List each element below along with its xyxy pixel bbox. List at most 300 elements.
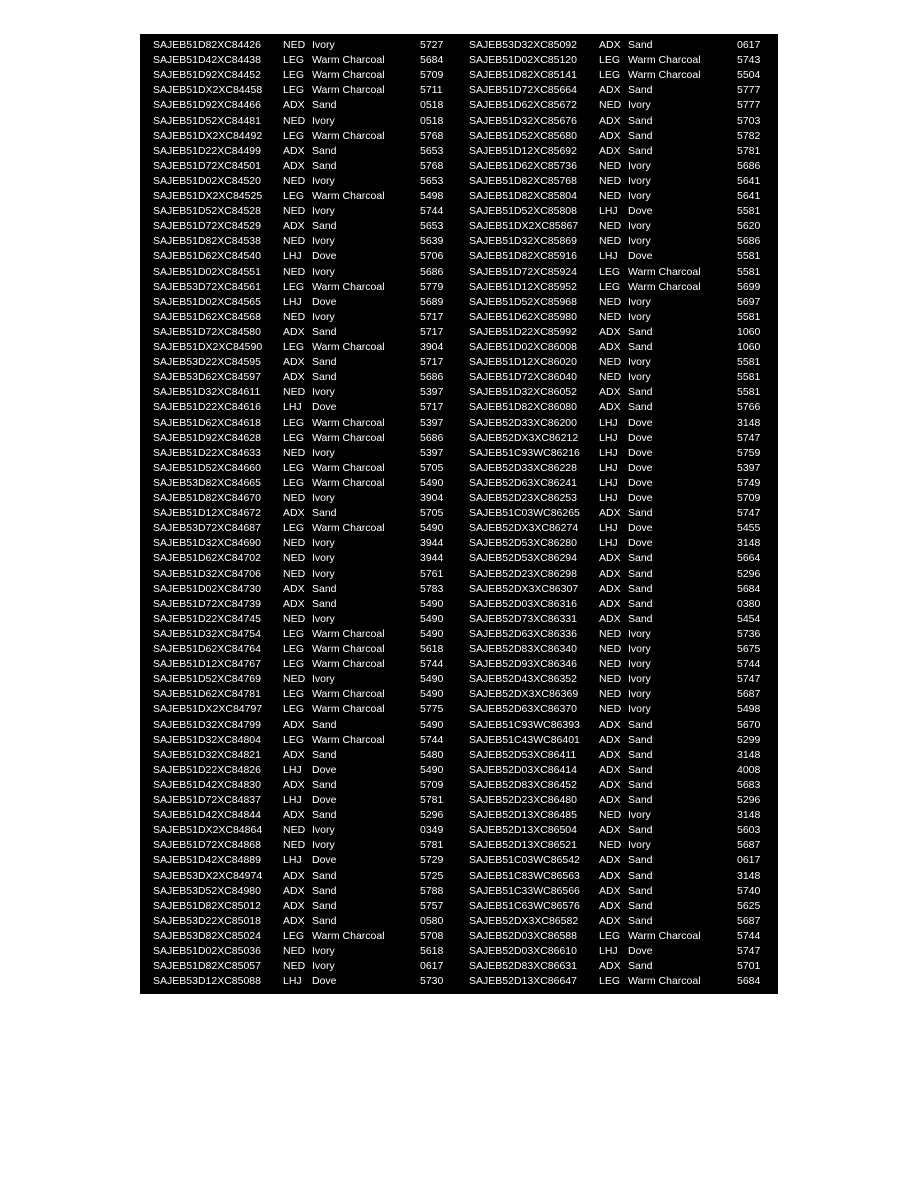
cell-part-number: 5296 bbox=[737, 794, 761, 806]
cell-code: ADX bbox=[283, 507, 305, 520]
table-row bbox=[140, 38, 778, 53]
cell-vin: SAJEB52DX3XC86212 bbox=[469, 431, 579, 444]
cell-trim: Ivory bbox=[312, 265, 335, 278]
cell-trim: Warm Charcoal bbox=[312, 733, 385, 746]
cell-vin: SAJEB51D12XC84767 bbox=[153, 658, 261, 671]
cell-vin: SAJEB53D62XC84597 bbox=[153, 371, 261, 384]
cell-trim: Sand bbox=[628, 914, 653, 927]
table-row bbox=[140, 884, 778, 899]
cell-trim: Dove bbox=[312, 854, 337, 867]
cell-part-number: 1060 bbox=[737, 325, 761, 338]
cell-trim: Warm Charcoal bbox=[312, 627, 385, 640]
cell-trim: Warm Charcoal bbox=[312, 54, 385, 67]
cell-code: NED bbox=[283, 839, 306, 852]
cell-code: ADX bbox=[599, 869, 621, 882]
cell-vin: SAJEB51D42XC84844 bbox=[153, 809, 261, 822]
cell-trim: Ivory bbox=[628, 839, 651, 852]
cell-vin: SAJEB51C63WC86576 bbox=[469, 899, 580, 912]
cell-vin: SAJEB51D22XC84826 bbox=[153, 763, 261, 776]
cell-vin: SAJEB51D82XC84538 bbox=[153, 235, 261, 248]
cell-trim: Dove bbox=[628, 537, 653, 550]
cell-vin: SAJEB51D72XC84739 bbox=[153, 597, 261, 610]
cell-part-number: 1060 bbox=[737, 341, 761, 353]
cell-trim: Ivory bbox=[628, 703, 651, 716]
cell-code: NED bbox=[599, 673, 622, 686]
cell-vin: SAJEB51D22XC84633 bbox=[153, 446, 261, 459]
table-row bbox=[140, 959, 778, 974]
cell-code: NED bbox=[283, 235, 306, 248]
cell-part-number: 5686 bbox=[420, 265, 444, 278]
cell-code: NED bbox=[599, 839, 622, 852]
cell-vin: SAJEB51DX2XC84492 bbox=[153, 129, 263, 142]
cell-part-number: 5757 bbox=[420, 899, 444, 912]
cell-part-number: 5717 bbox=[420, 356, 444, 369]
cell-vin: SAJEB52D63XC86336 bbox=[469, 627, 577, 640]
cell-vin: SAJEB51D02XC84551 bbox=[153, 265, 261, 278]
cell-code: LEG bbox=[599, 69, 621, 82]
cell-part-number: 5684 bbox=[737, 582, 761, 595]
table-row bbox=[140, 687, 778, 702]
cell-trim: Dove bbox=[312, 794, 337, 806]
table-row bbox=[140, 355, 778, 370]
cell-trim: Sand bbox=[628, 341, 653, 353]
cell-part-number: 0617 bbox=[737, 39, 761, 51]
table-row bbox=[140, 929, 778, 944]
table-row bbox=[140, 491, 778, 506]
cell-vin: SAJEB51D32XC86052 bbox=[469, 386, 577, 399]
cell-trim: Sand bbox=[628, 582, 653, 595]
cell-vin: SAJEB51D82XC84426 bbox=[153, 39, 261, 51]
cell-trim: Dove bbox=[312, 401, 337, 414]
table-row bbox=[140, 174, 778, 189]
cell-trim: Dove bbox=[312, 975, 337, 988]
cell-part-number: 5397 bbox=[420, 446, 444, 459]
cell-code: NED bbox=[283, 552, 306, 565]
cell-vin: SAJEB51D32XC84706 bbox=[153, 567, 261, 580]
cell-code: NED bbox=[283, 567, 306, 580]
cell-part-number: 5581 bbox=[737, 356, 761, 369]
cell-code: NED bbox=[283, 386, 306, 399]
cell-trim: Warm Charcoal bbox=[312, 129, 385, 142]
cell-trim: Warm Charcoal bbox=[628, 280, 701, 293]
cell-vin: SAJEB51D42XC84438 bbox=[153, 54, 261, 67]
cell-trim: Ivory bbox=[312, 824, 335, 837]
cell-vin: SAJEB51D72XC84501 bbox=[153, 159, 261, 172]
cell-trim: Warm Charcoal bbox=[312, 341, 385, 353]
cell-vin: SAJEB51D92XC84466 bbox=[153, 99, 261, 112]
table-row bbox=[140, 476, 778, 491]
cell-vin: SAJEB53D22XC85018 bbox=[153, 914, 261, 927]
cell-code: LEG bbox=[599, 280, 621, 293]
cell-part-number: 3148 bbox=[737, 869, 761, 882]
table-row bbox=[140, 657, 778, 672]
cell-code: LEG bbox=[283, 54, 305, 67]
cell-vin: SAJEB51D02XC84730 bbox=[153, 582, 261, 595]
cell-part-number: 5747 bbox=[737, 507, 761, 520]
cell-vin: SAJEB52D93XC86346 bbox=[469, 658, 577, 671]
cell-part-number: 5717 bbox=[420, 310, 444, 323]
cell-trim: Warm Charcoal bbox=[312, 476, 385, 489]
cell-vin: SAJEB51D42XC84889 bbox=[153, 854, 261, 867]
cell-code: ADX bbox=[283, 899, 305, 912]
cell-part-number: 3904 bbox=[420, 341, 444, 353]
cell-part-number: 5777 bbox=[737, 99, 761, 112]
cell-part-number: 5581 bbox=[737, 310, 761, 323]
cell-part-number: 3904 bbox=[420, 492, 444, 504]
cell-part-number: 5709 bbox=[737, 492, 761, 504]
cell-code: NED bbox=[599, 99, 622, 112]
cell-trim: Warm Charcoal bbox=[312, 431, 385, 444]
cell-trim: Sand bbox=[628, 778, 653, 791]
cell-vin: SAJEB52D83XC86452 bbox=[469, 778, 577, 791]
cell-vin: SAJEB51D52XC85680 bbox=[469, 129, 577, 142]
cell-vin: SAJEB51D72XC86040 bbox=[469, 371, 577, 384]
cell-vin: SAJEB51DX2XC84458 bbox=[153, 84, 263, 97]
table-row bbox=[140, 823, 778, 838]
cell-part-number: 5641 bbox=[737, 174, 761, 187]
table-row bbox=[140, 83, 778, 98]
cell-trim: Sand bbox=[628, 612, 653, 625]
cell-part-number: 5683 bbox=[737, 778, 761, 791]
cell-trim: Warm Charcoal bbox=[312, 461, 385, 474]
cell-trim: Sand bbox=[628, 718, 653, 731]
cell-code: NED bbox=[599, 310, 622, 323]
cell-code: ADX bbox=[599, 778, 621, 791]
cell-part-number: 5781 bbox=[420, 794, 444, 806]
table-row bbox=[140, 189, 778, 204]
cell-code: LHJ bbox=[283, 295, 302, 308]
table-row bbox=[140, 597, 778, 612]
cell-code: ADX bbox=[599, 763, 621, 776]
cell-code: ADX bbox=[283, 914, 305, 927]
cell-trim: Sand bbox=[628, 386, 653, 399]
cell-vin: SAJEB52D83XC86631 bbox=[469, 960, 577, 973]
cell-trim: Sand bbox=[628, 84, 653, 97]
cell-trim: Warm Charcoal bbox=[312, 688, 385, 701]
table-row bbox=[140, 974, 778, 989]
table-row bbox=[140, 551, 778, 566]
cell-code: ADX bbox=[599, 341, 621, 353]
cell-trim: Ivory bbox=[628, 356, 651, 369]
table-row bbox=[140, 53, 778, 68]
cell-trim: Ivory bbox=[628, 159, 651, 172]
cell-vin: SAJEB52D03XC86610 bbox=[469, 945, 577, 957]
cell-code: LHJ bbox=[283, 401, 302, 414]
cell-vin: SAJEB51D12XC85692 bbox=[469, 144, 577, 157]
table-row bbox=[140, 114, 778, 129]
cell-part-number: 3148 bbox=[737, 748, 761, 761]
cell-code: LEG bbox=[599, 975, 621, 988]
cell-code: NED bbox=[599, 703, 622, 716]
table-row bbox=[140, 280, 778, 295]
cell-part-number: 5766 bbox=[737, 401, 761, 414]
cell-vin: SAJEB51D72XC84529 bbox=[153, 220, 261, 233]
cell-code: NED bbox=[599, 190, 622, 202]
cell-part-number: 5581 bbox=[737, 371, 761, 384]
cell-trim: Sand bbox=[628, 794, 653, 806]
table-row bbox=[140, 159, 778, 174]
cell-trim: Sand bbox=[628, 854, 653, 867]
cell-code: NED bbox=[283, 265, 306, 278]
cell-trim: Sand bbox=[312, 778, 337, 791]
cell-trim: Ivory bbox=[628, 688, 651, 701]
cell-code: NED bbox=[283, 960, 306, 973]
cell-trim: Ivory bbox=[628, 658, 651, 671]
cell-code: NED bbox=[283, 39, 306, 51]
cell-part-number: 5727 bbox=[420, 39, 444, 51]
cell-part-number: 5705 bbox=[420, 507, 444, 520]
cell-code: LEG bbox=[283, 733, 305, 746]
cell-part-number: 5653 bbox=[420, 174, 444, 187]
cell-vin: SAJEB51D72XC85664 bbox=[469, 84, 577, 97]
cell-part-number: 5708 bbox=[420, 929, 444, 942]
cell-trim: Ivory bbox=[312, 310, 335, 323]
cell-code: LEG bbox=[283, 688, 305, 701]
cell-trim: Dove bbox=[312, 763, 337, 776]
cell-trim: Sand bbox=[628, 39, 653, 51]
cell-vin: SAJEB51D62XC84702 bbox=[153, 552, 261, 565]
cell-vin: SAJEB51C93WC86216 bbox=[469, 446, 580, 459]
cell-part-number: 5725 bbox=[420, 869, 444, 882]
cell-vin: SAJEB53D82XC84665 bbox=[153, 476, 261, 489]
cell-trim: Ivory bbox=[628, 220, 651, 233]
cell-vin: SAJEB53D12XC85088 bbox=[153, 975, 261, 988]
cell-vin: SAJEB52D03XC86316 bbox=[469, 597, 577, 610]
cell-part-number: 5740 bbox=[737, 884, 761, 897]
cell-trim: Ivory bbox=[312, 552, 335, 565]
cell-trim: Sand bbox=[312, 869, 337, 882]
cell-code: NED bbox=[599, 371, 622, 384]
cell-code: LHJ bbox=[599, 461, 618, 474]
cell-part-number: 0380 bbox=[737, 597, 761, 610]
table-row bbox=[140, 612, 778, 627]
cell-code: NED bbox=[283, 824, 306, 837]
table-row bbox=[140, 249, 778, 264]
table-row bbox=[140, 506, 778, 521]
cell-part-number: 5397 bbox=[420, 386, 444, 399]
cell-vin: SAJEB51D62XC84540 bbox=[153, 250, 261, 263]
cell-trim: Ivory bbox=[312, 945, 335, 957]
cell-vin: SAJEB51D22XC84616 bbox=[153, 401, 261, 414]
cell-part-number: 5454 bbox=[737, 612, 761, 625]
cell-vin: SAJEB51D82XC85768 bbox=[469, 174, 577, 187]
cell-code: LHJ bbox=[599, 431, 618, 444]
cell-vin: SAJEB51D92XC84452 bbox=[153, 69, 261, 82]
cell-code: LHJ bbox=[599, 205, 618, 218]
cell-trim: Sand bbox=[628, 824, 653, 837]
cell-trim: Sand bbox=[628, 960, 653, 973]
cell-code: NED bbox=[283, 537, 306, 550]
cell-vin: SAJEB51D32XC85676 bbox=[469, 114, 577, 127]
cell-code: NED bbox=[599, 174, 622, 187]
cell-vin: SAJEB51D82XC85057 bbox=[153, 960, 261, 973]
cell-vin: SAJEB52D53XC86280 bbox=[469, 537, 577, 550]
table-row bbox=[140, 536, 778, 551]
cell-code: NED bbox=[283, 673, 306, 686]
cell-vin: SAJEB52D23XC86253 bbox=[469, 492, 577, 504]
cell-vin: SAJEB52DX3XC86369 bbox=[469, 688, 579, 701]
table-row bbox=[140, 853, 778, 868]
cell-trim: Sand bbox=[312, 582, 337, 595]
cell-part-number: 5783 bbox=[420, 582, 444, 595]
cell-code: ADX bbox=[599, 582, 621, 595]
cell-code: NED bbox=[599, 688, 622, 701]
table-row bbox=[140, 718, 778, 733]
cell-code: LEG bbox=[283, 341, 305, 353]
cell-part-number: 5701 bbox=[737, 960, 761, 973]
cell-vin: SAJEB51D12XC86020 bbox=[469, 356, 577, 369]
cell-trim: Ivory bbox=[312, 537, 335, 550]
cell-code: LHJ bbox=[599, 446, 618, 459]
cell-code: NED bbox=[283, 446, 306, 459]
cell-vin: SAJEB52DX3XC86274 bbox=[469, 522, 579, 535]
cell-code: ADX bbox=[599, 824, 621, 837]
cell-code: NED bbox=[599, 658, 622, 671]
cell-code: ADX bbox=[599, 884, 621, 897]
cell-trim: Warm Charcoal bbox=[312, 84, 385, 97]
cell-part-number: 5490 bbox=[420, 627, 444, 640]
cell-vin: SAJEB53D72XC84561 bbox=[153, 280, 261, 293]
cell-code: ADX bbox=[599, 854, 621, 867]
cell-part-number: 5299 bbox=[737, 733, 761, 746]
cell-trim: Dove bbox=[628, 945, 653, 957]
cell-code: NED bbox=[283, 205, 306, 218]
cell-trim: Ivory bbox=[628, 310, 651, 323]
cell-part-number: 5581 bbox=[737, 265, 761, 278]
cell-part-number: 5618 bbox=[420, 643, 444, 655]
cell-code: ADX bbox=[599, 960, 621, 973]
cell-code: ADX bbox=[283, 748, 305, 761]
cell-part-number: 5653 bbox=[420, 144, 444, 157]
cell-code: ADX bbox=[599, 794, 621, 806]
cell-trim: Sand bbox=[628, 325, 653, 338]
cell-vin: SAJEB52D43XC86352 bbox=[469, 673, 577, 686]
cell-code: LEG bbox=[283, 190, 305, 202]
cell-trim: Dove bbox=[628, 522, 653, 535]
cell-vin: SAJEB51D72XC85924 bbox=[469, 265, 577, 278]
cell-part-number: 5717 bbox=[420, 401, 444, 414]
table-row bbox=[140, 733, 778, 748]
cell-trim: Warm Charcoal bbox=[312, 69, 385, 82]
table-row bbox=[140, 385, 778, 400]
cell-vin: SAJEB53D82XC85024 bbox=[153, 929, 261, 942]
cell-trim: Warm Charcoal bbox=[312, 416, 385, 429]
cell-vin: SAJEB51D62XC84618 bbox=[153, 416, 261, 429]
cell-trim: Ivory bbox=[312, 114, 335, 127]
cell-code: ADX bbox=[599, 567, 621, 580]
table-row bbox=[140, 521, 778, 536]
table-row bbox=[140, 431, 778, 446]
cell-vin: SAJEB53D22XC84595 bbox=[153, 356, 261, 369]
table-row bbox=[140, 702, 778, 717]
table-row bbox=[140, 642, 778, 657]
cell-part-number: 5736 bbox=[737, 627, 761, 640]
cell-part-number: 5759 bbox=[737, 446, 761, 459]
cell-vin: SAJEB51D62XC84781 bbox=[153, 688, 261, 701]
cell-trim: Warm Charcoal bbox=[628, 265, 701, 278]
cell-part-number: 5686 bbox=[737, 235, 761, 248]
cell-code: NED bbox=[599, 220, 622, 233]
cell-trim: Ivory bbox=[628, 809, 651, 822]
cell-trim: Ivory bbox=[628, 99, 651, 112]
cell-trim: Sand bbox=[312, 899, 337, 912]
cell-vin: SAJEB51D82XC85804 bbox=[469, 190, 577, 202]
cell-trim: Sand bbox=[312, 809, 337, 822]
cell-code: LEG bbox=[283, 431, 305, 444]
cell-part-number: 5490 bbox=[420, 597, 444, 610]
cell-part-number: 5498 bbox=[737, 703, 761, 716]
cell-vin: SAJEB52D63XC86241 bbox=[469, 476, 577, 489]
cell-part-number: 5706 bbox=[420, 250, 444, 263]
table-row bbox=[140, 793, 778, 808]
cell-vin: SAJEB51D52XC84769 bbox=[153, 673, 261, 686]
cell-part-number: 5490 bbox=[420, 763, 444, 776]
cell-vin: SAJEB51C83WC86563 bbox=[469, 869, 580, 882]
cell-trim: Warm Charcoal bbox=[312, 522, 385, 535]
cell-code: NED bbox=[283, 310, 306, 323]
cell-code: LHJ bbox=[599, 522, 618, 535]
table-row bbox=[140, 129, 778, 144]
cell-trim: Sand bbox=[312, 748, 337, 761]
cell-part-number: 5689 bbox=[420, 295, 444, 308]
cell-part-number: 3148 bbox=[737, 537, 761, 550]
cell-part-number: 5490 bbox=[420, 718, 444, 731]
cell-vin: SAJEB51D02XC85036 bbox=[153, 945, 261, 957]
cell-vin: SAJEB51D22XC85992 bbox=[469, 325, 577, 338]
cell-part-number: 5581 bbox=[737, 250, 761, 263]
table-row bbox=[140, 325, 778, 340]
cell-vin: SAJEB52D53XC86411 bbox=[469, 748, 577, 761]
cell-code: NED bbox=[283, 945, 306, 957]
cell-trim: Sand bbox=[628, 884, 653, 897]
cell-code: ADX bbox=[599, 507, 621, 520]
table-row bbox=[140, 672, 778, 687]
cell-code: LHJ bbox=[283, 975, 302, 988]
cell-part-number: 5603 bbox=[737, 824, 761, 837]
cell-vin: SAJEB53D32XC85092 bbox=[469, 39, 577, 51]
cell-part-number: 0617 bbox=[420, 960, 444, 973]
cell-code: ADX bbox=[283, 778, 305, 791]
cell-trim: Warm Charcoal bbox=[312, 280, 385, 293]
cell-code: ADX bbox=[283, 884, 305, 897]
cell-code: ADX bbox=[599, 748, 621, 761]
cell-code: ADX bbox=[599, 597, 621, 610]
cell-code: LHJ bbox=[283, 250, 302, 263]
cell-trim: Sand bbox=[312, 159, 337, 172]
cell-trim: Ivory bbox=[312, 39, 335, 51]
cell-trim: Ivory bbox=[312, 446, 335, 459]
cell-part-number: 5781 bbox=[420, 839, 444, 852]
table-row bbox=[140, 748, 778, 763]
cell-part-number: 5653 bbox=[420, 220, 444, 233]
cell-part-number: 5777 bbox=[737, 84, 761, 97]
cell-code: LEG bbox=[283, 461, 305, 474]
cell-part-number: 5687 bbox=[737, 839, 761, 852]
cell-trim: Dove bbox=[628, 446, 653, 459]
cell-part-number: 5296 bbox=[737, 567, 761, 580]
cell-part-number: 5625 bbox=[737, 899, 761, 912]
cell-trim: Warm Charcoal bbox=[312, 643, 385, 655]
cell-trim: Sand bbox=[628, 748, 653, 761]
cell-part-number: 5775 bbox=[420, 703, 444, 716]
cell-trim: Warm Charcoal bbox=[628, 929, 701, 942]
cell-trim: Warm Charcoal bbox=[312, 190, 385, 202]
cell-code: LEG bbox=[599, 929, 621, 942]
cell-part-number: 5781 bbox=[737, 144, 761, 157]
cell-trim: Sand bbox=[312, 371, 337, 384]
cell-trim: Ivory bbox=[312, 612, 335, 625]
cell-part-number: 5782 bbox=[737, 129, 761, 142]
